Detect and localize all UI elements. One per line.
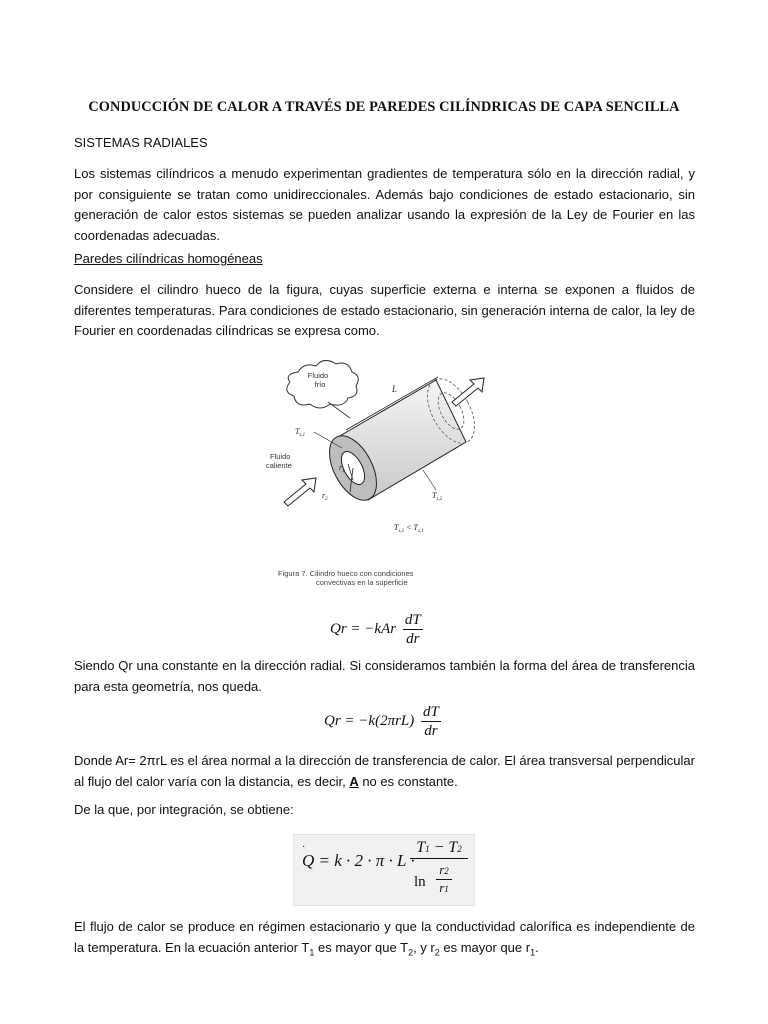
eq1-lhs: Qr = −kAr <box>330 620 397 637</box>
eq2-lhs: Qr = −k(2πrL) <box>324 712 415 729</box>
ts1-label: T <box>295 427 300 436</box>
figure-caption-line-2: convectivas en la superficie <box>316 578 408 587</box>
hot-fluid-arrow <box>284 478 316 506</box>
equation-heat-flow-cylinder <box>293 834 475 906</box>
r2-label: r <box>322 491 326 500</box>
area-letter: A <box>349 773 359 789</box>
intro-paragraph: Los sistemas cilíndricos a menudo experimentan gradientes de temperatura sólo en la dirección radial, y por consiguiente se tratan como unidireccionales. Además bajo condiciones de estado estacionario, sin generación de calor estos sistemas se pueden analizar usando la expresión de la Ley de Fourier en las coordenadas adecuadas. <box>74 166 695 243</box>
ts1-subscript: s,1 <box>299 433 306 438</box>
svg-text:r2 <box>322 491 328 502</box>
section-heading: SISTEMAS RADIALES <box>74 135 208 150</box>
page-title: CONDUCCIÓN DE CALOR A TRAVÉS DE PAREDES CILÍNDRICAS DE CAPA SENCILLA <box>88 99 680 115</box>
temperature-condition: $T_{s,2} < T_{s,1}$ <box>394 523 424 534</box>
svg-text:Ts,1 <box>295 427 305 438</box>
cold-fluid-label-1: Fluido <box>307 371 329 380</box>
hollow-cylinder-figure <box>258 352 488 592</box>
q-dot-icon: · <box>302 842 306 853</box>
conclusion-paragraph: El flujo de calor se produce en régimen estacionario y que la conductividad calorífica es independiente de la temperatura. En la ecuación anterior $T_1$ es mayor que $T_2$, y $r_2$ es mayor que $r_1$. <box>74 919 695 958</box>
hot-fluid-label-1: Fluido <box>270 452 291 461</box>
eq2-denominator: dr <box>424 723 438 739</box>
cold-fluid-label-2: frío <box>314 380 326 389</box>
subsection-heading: Paredes cilíndricas homogéneas <box>74 251 263 266</box>
radial-constant-paragraph: Siendo Qr una constante en la dirección radial. Si consideramos también la forma del área de transferencia para esta geometría, nos queda. <box>74 658 695 694</box>
equation-fourier-area <box>324 703 441 740</box>
ts2-subscript: s,2 <box>436 497 443 502</box>
figure-intro-paragraph: Considere el cilindro hueco de la figura, cuyas superficie externa e interna se exponen a fluidos de diferentes temperaturas. Para condiciones de estado estacionario, sin generación interna de calor, la ley de Fourier en coordenadas cilíndricas se expresa como. <box>74 282 695 338</box>
eq2-numerator: dT <box>423 704 439 720</box>
eq3-lhs: Q = k · 2 · π · L · <box>302 851 415 870</box>
integration-paragraph: De la que, por integración, se obtiene: <box>74 802 294 817</box>
equation-fourier-radial <box>330 611 423 648</box>
r1-label: r <box>339 463 343 472</box>
eq1-denominator: dr <box>406 631 420 647</box>
length-label: L <box>392 384 398 394</box>
figure-caption-line-1: Figura 7. Cilindro hueco con condiciones <box>278 569 414 578</box>
eq1-numerator: dT <box>404 612 421 628</box>
hot-fluid-label-2: caliente <box>266 461 292 470</box>
ts2-label: T <box>432 491 437 500</box>
eq3-denominator: ln r2 r1 <box>414 862 468 902</box>
eq3-numerator: T1 − T2 <box>410 839 468 859</box>
ts2-pointer <box>423 470 436 490</box>
svg-text:Ts,2 <box>432 491 443 502</box>
r1-subscript: 1 <box>342 469 345 474</box>
area-paragraph: Donde Ar= 2πrL es el área normal a la dirección de transferencia de calor. El área transversal perpendicular al flujo del calor varía con la distancia, es decir, A no es constante. <box>74 753 695 789</box>
r2-subscript: 2 <box>325 497 328 502</box>
